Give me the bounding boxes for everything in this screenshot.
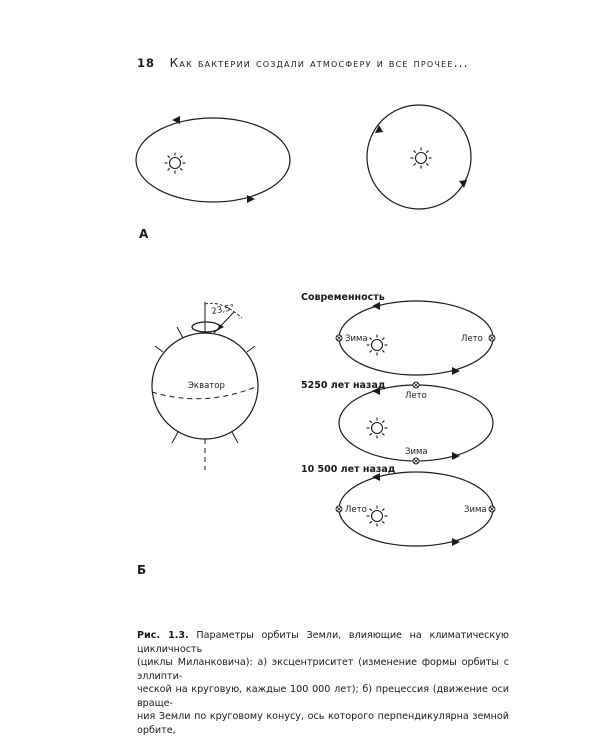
caption-line: ческой на круговую, каждые 100 000 лет); б) прецессия (движение оси враще-	[137, 684, 509, 709]
figure-caption	[137, 629, 509, 737]
caption-line: Параметры орбиты Земли, влияющие на климатическую цикличность	[137, 630, 509, 655]
orbit-10500-summer-label: Лето	[345, 505, 367, 515]
panel-a-label: А	[139, 227, 149, 241]
caption-line: ния Земли по круговому конусу, ось которого перпендикулярна земной орбите,	[137, 711, 509, 736]
orbit-5250-summer-label: Лето	[405, 391, 427, 401]
orbit-present-summer-label: Лето	[461, 334, 483, 344]
page-number: 18	[137, 56, 156, 70]
equator-label: Экватор	[188, 381, 225, 391]
panel-a-ellipse-orbit	[136, 116, 290, 203]
orbit-10500-winter-label: Зима	[464, 505, 487, 515]
orbit-present-heading: Современность	[301, 292, 385, 303]
panel-a-circular-orbit	[367, 105, 471, 209]
orbit-5250-heading: 5250 лет назад	[301, 380, 386, 391]
tilt-angle-label: 23,5°	[210, 303, 236, 317]
panel-b-label: Б	[137, 563, 147, 577]
orbit-present-winter-label: Зима	[345, 334, 368, 344]
orbit-5250-winter-label: Зима	[405, 447, 428, 457]
caption-line: (циклы Миланковича): а) эксцентриситет (изменение формы орбиты с эллипти-	[137, 657, 509, 682]
book-title: Как бактерии создали атмосферу и все прочее...	[169, 56, 469, 70]
orbit-10500-heading: 10 500 лет назад	[301, 464, 396, 475]
caption-label: Рис. 1.3.	[137, 630, 189, 641]
